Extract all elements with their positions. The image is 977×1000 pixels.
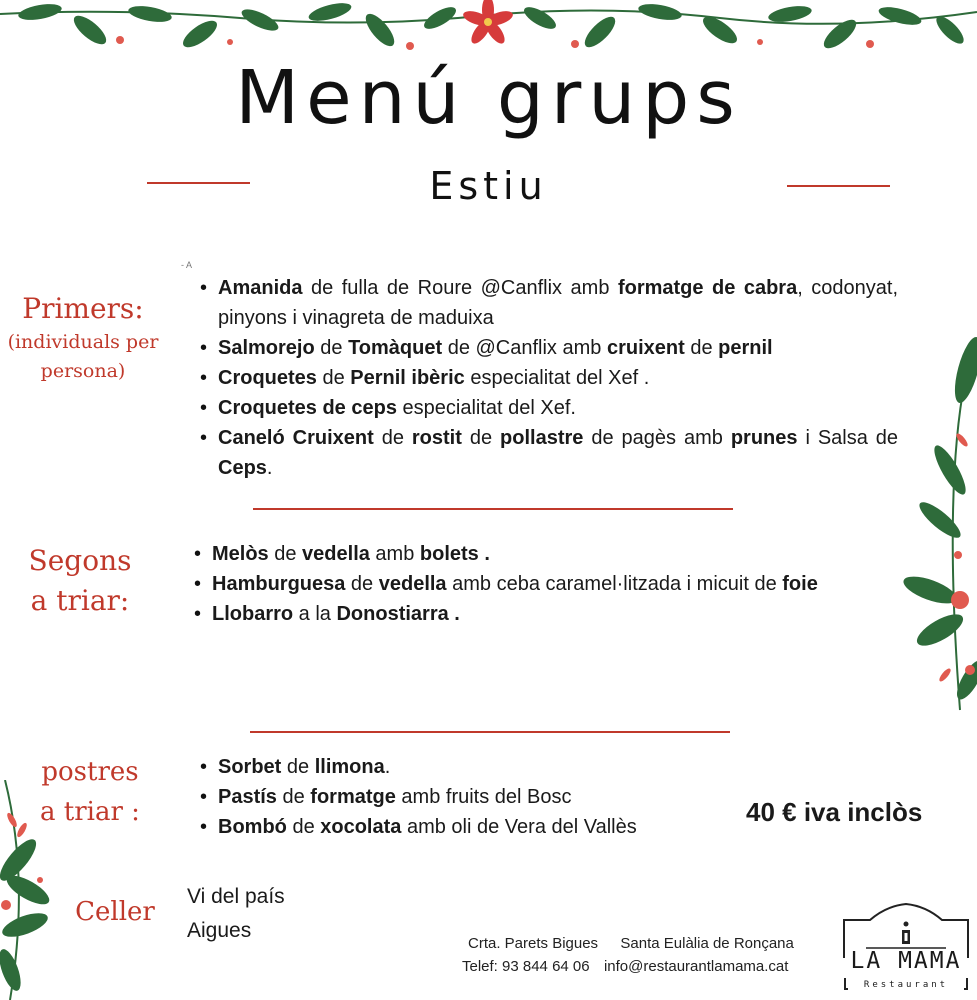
footer-town: Santa Eulàlia de Ronçana bbox=[620, 935, 794, 952]
footer-contact bbox=[462, 932, 828, 978]
logo-corner bbox=[966, 978, 968, 990]
list-item: • Salmorejo de Tomàquet de @Canflix amb cruixent de pernil bbox=[198, 333, 898, 363]
footer-phone: Telef: 93 844 64 06 bbox=[462, 958, 590, 975]
list-item: • Llobarro a la Donostiarra . bbox=[192, 599, 872, 629]
list-item: • Caneló Cruixent de rostit de pollastre de pagès amb prunes i Salsa de Ceps. bbox=[198, 423, 898, 483]
primers-list bbox=[198, 273, 898, 483]
segons-label-line1: Segons bbox=[28, 544, 132, 577]
list-item: • Bombó de xocolata amb oli de Vera del Vallès bbox=[198, 812, 738, 842]
list-item: • Croquetes de Pernil ibèric especialitat del Xef . bbox=[198, 363, 898, 393]
postres-list bbox=[198, 752, 738, 842]
primers-note-line2: persona) bbox=[40, 360, 126, 382]
section-postres bbox=[0, 752, 180, 832]
celler-list bbox=[187, 880, 285, 948]
postres-label-line2: a triar : bbox=[40, 797, 140, 827]
footer-email: info@restaurantlamama.cat bbox=[603, 958, 789, 975]
list-item: • Melòs de vedella amb bolets . bbox=[192, 539, 872, 569]
page-title: Menú grups bbox=[235, 55, 742, 141]
segons-list bbox=[192, 539, 872, 629]
list-item: • Pastís de formatge amb fruits del Bosc bbox=[198, 782, 738, 812]
section-segons bbox=[0, 541, 160, 621]
footer-address: Crta. Parets Bigues bbox=[468, 935, 599, 952]
section-divider bbox=[253, 508, 733, 510]
postres-label-line1: postres bbox=[41, 757, 139, 787]
restaurant-logo bbox=[840, 900, 972, 1000]
list-item: • Croquetes de ceps especialitat del Xef. bbox=[198, 393, 898, 423]
marker-text: - A bbox=[181, 260, 193, 270]
segons-label-line2: a triar: bbox=[30, 584, 130, 617]
primers-label: Primers: bbox=[22, 292, 144, 325]
logo-corner bbox=[844, 978, 846, 990]
celler-item: Aigues bbox=[187, 919, 252, 942]
section-primers bbox=[0, 292, 166, 386]
divider-right bbox=[787, 185, 890, 187]
logo-name: LA MAMA bbox=[850, 948, 962, 974]
celler-label: Celler bbox=[75, 897, 155, 927]
section-divider bbox=[250, 731, 730, 733]
list-item: • Hamburguesa de vedella amb ceba caramel·litzada i micuit de foie bbox=[192, 569, 872, 599]
list-item: • Amanida de fulla de Roure @Canflix amb formatge de cabra, codonyat, pinyons i vinagreta de maduixa bbox=[198, 273, 898, 333]
primers-note-line1: (individuals per bbox=[7, 331, 159, 353]
logo-tagline: Restaurant bbox=[863, 980, 949, 990]
celler-item: Vi del país bbox=[187, 885, 285, 908]
holly-branch-right bbox=[900, 330, 977, 720]
price-label: 40 € iva inclòs bbox=[746, 797, 923, 827]
page-subtitle: Estiu bbox=[429, 164, 548, 208]
list-item: • Sorbet de llimona. bbox=[198, 752, 738, 782]
